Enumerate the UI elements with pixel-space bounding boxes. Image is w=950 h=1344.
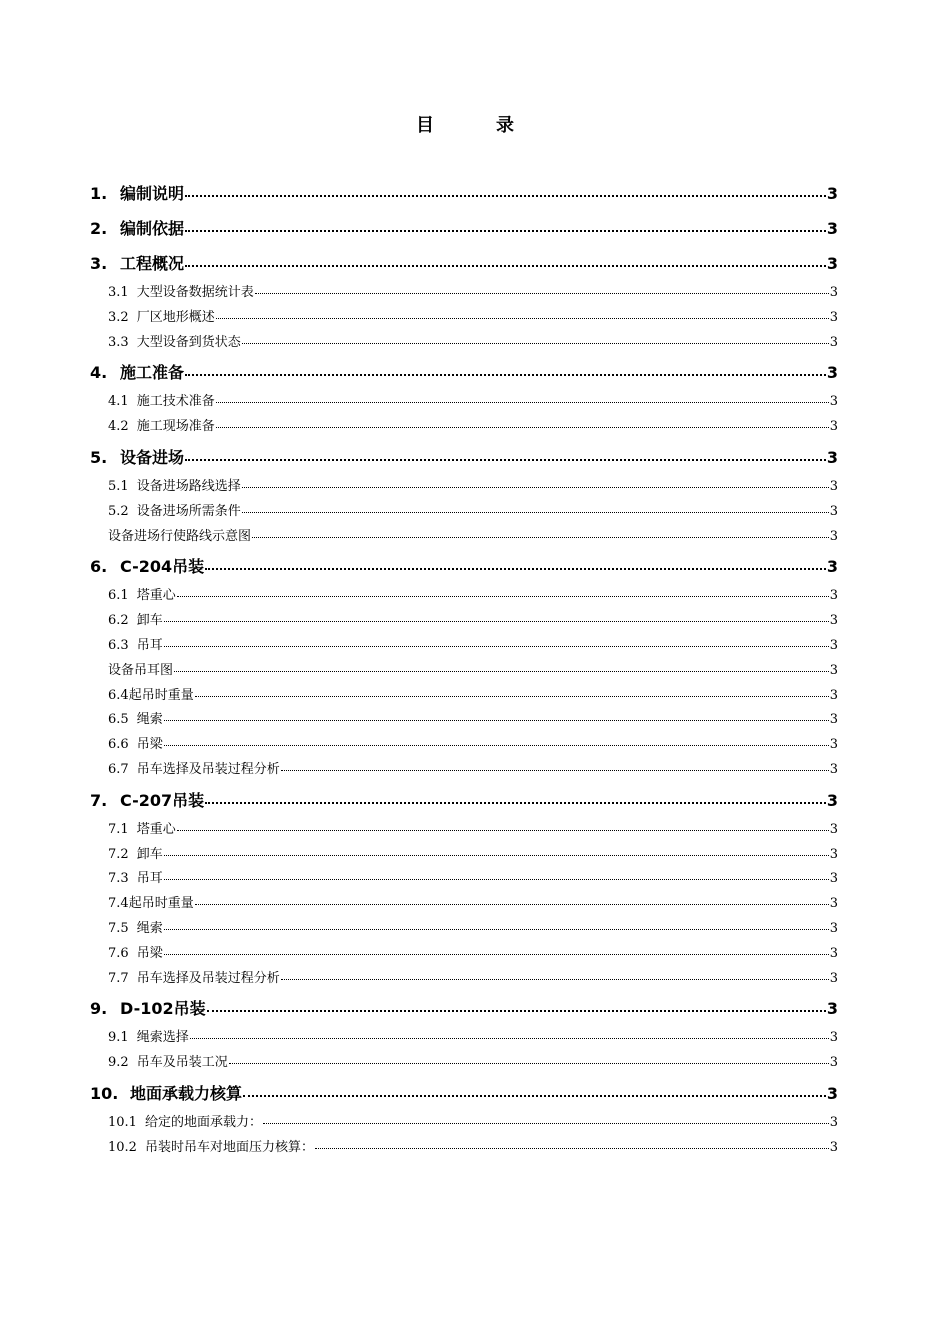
toc-leader-dots <box>174 671 829 672</box>
toc-entry-number: 4.1 <box>108 394 129 410</box>
toc-entry-title: 起吊时重量 <box>128 896 194 912</box>
toc-entry-chapter[interactable] <box>90 176 838 211</box>
toc-leader-dots <box>177 596 829 597</box>
toc-leader-dots <box>164 929 829 930</box>
toc-entry-section[interactable] <box>90 758 838 783</box>
toc-entry-number: 9.1 <box>108 1030 129 1046</box>
toc-entry-page-number: 3 <box>829 945 838 961</box>
toc-entry-title: 大型设备数据统计表 <box>136 285 254 300</box>
toc-leader-dots <box>205 568 826 570</box>
toc-entry-section[interactable] <box>90 942 838 967</box>
toc-entry-title: 绳索选择 <box>136 1030 189 1046</box>
toc-entry-title: 塔重心 <box>136 588 176 604</box>
toc-entry-section[interactable] <box>90 281 838 306</box>
toc-leader-dots <box>185 265 826 267</box>
toc-entry-title: 施工准备 <box>120 363 185 383</box>
toc-entry-page-number: 3 <box>829 920 838 936</box>
toc-entry-section[interactable] <box>90 1136 838 1161</box>
toc-entry-section[interactable] <box>90 634 838 659</box>
toc-entry-title: 起吊时重量 <box>128 687 194 703</box>
toc-entry-section[interactable] <box>90 331 838 356</box>
toc-entry-page-number: 3 <box>826 447 838 467</box>
toc-entry-page-number: 3 <box>829 1114 838 1130</box>
toc-leader-dots <box>164 720 829 721</box>
toc-entry-number: 5.2 <box>108 503 129 519</box>
toc-entry-number: 6.2 <box>108 613 129 629</box>
toc-entry-page-number: 3 <box>829 896 838 912</box>
toc-entry-title: 吊耳 <box>136 637 163 653</box>
toc-entry-number: 5. <box>90 447 108 467</box>
toc-entry-number: 7.5 <box>108 920 129 936</box>
toc-entry-chapter[interactable] <box>90 783 838 818</box>
toc-entry-page-number: 3 <box>826 219 838 238</box>
toc-entry-title: 施工现场准备 <box>136 419 215 435</box>
toc-entry-number: 3.3 <box>108 334 129 350</box>
toc-entry-chapter[interactable] <box>90 1076 838 1111</box>
toc-entry-title: 设备进场所需条件 <box>136 503 241 519</box>
toc-entry-section[interactable] <box>90 1051 838 1076</box>
toc-entry-title: 设备进场行使路线示意图 <box>108 528 252 544</box>
toc-entry-number: 6.3 <box>108 637 129 653</box>
toc-leader-dots <box>164 879 829 880</box>
toc-entry-section[interactable] <box>90 818 838 843</box>
toc-entry-number: 7.2 <box>108 846 129 862</box>
toc-entry-section[interactable] <box>90 659 838 684</box>
toc-entry-section[interactable] <box>90 1026 838 1051</box>
toc-leader-dots <box>205 802 826 804</box>
toc-leader-dots <box>255 293 829 294</box>
toc-entry-chapter[interactable] <box>90 991 838 1026</box>
toc-entry-page-number: 3 <box>826 254 838 273</box>
toc-entry-section[interactable] <box>90 733 838 758</box>
toc-entry-title: 吊耳 <box>136 871 163 887</box>
toc-leader-dots <box>195 696 829 697</box>
toc-entry-section[interactable] <box>90 708 838 733</box>
toc-entry-page-number: 3 <box>829 613 838 629</box>
toc-title-char-1: 目 <box>416 115 434 136</box>
toc-entry-page-number: 3 <box>829 662 838 678</box>
toc-leader-dots <box>281 979 829 980</box>
toc-entry-page-number: 3 <box>826 999 838 1019</box>
toc-entry-number: 7. <box>90 790 108 810</box>
toc-entry-page-number: 3 <box>826 790 838 810</box>
toc-entry-section[interactable] <box>90 584 838 609</box>
toc-entry-title: 厂区地形概述 <box>136 309 215 325</box>
toc-entry-number: 5.1 <box>108 478 129 494</box>
toc-entry-section[interactable] <box>90 843 838 868</box>
toc-entry-number: 1. <box>90 184 108 203</box>
toc-leader-dots <box>242 487 829 488</box>
toc-entry-number: 7.6 <box>108 945 129 961</box>
toc-entry-page-number: 3 <box>829 737 838 753</box>
toc-entry-page-number: 3 <box>829 970 838 986</box>
toc-entry-chapter[interactable] <box>90 211 838 246</box>
toc-entry-title: 绳索 <box>136 712 163 728</box>
toc-entry-title: 施工技术准备 <box>136 394 215 410</box>
toc-leader-dots <box>185 374 826 376</box>
toc-entry-page-number: 3 <box>829 503 838 519</box>
toc-entry-chapter[interactable] <box>90 440 838 475</box>
toc-entry-page-number: 3 <box>829 871 838 887</box>
toc-entry-page-number: 3 <box>829 846 838 862</box>
toc-entry-page-number: 3 <box>826 184 838 203</box>
toc-entry-title: 吊梁 <box>136 945 163 961</box>
toc-entry-title: C-207吊装 <box>120 790 205 810</box>
toc-entry-section[interactable] <box>90 475 838 500</box>
toc-entry-page-number: 3 <box>829 588 838 604</box>
toc-entry-title: C-204吊装 <box>120 557 205 577</box>
toc-entry-number: 7.1 <box>108 821 129 837</box>
toc-entry-title: 吊车选择及吊装过程分析 <box>136 761 280 777</box>
toc-entry-title: 绳索 <box>136 920 163 936</box>
toc-leader-dots <box>216 427 829 428</box>
toc-entry-section[interactable] <box>90 892 838 917</box>
toc-entry-title: 工程概况 <box>120 254 185 273</box>
toc-entry-page-number: 3 <box>829 637 838 653</box>
toc-entry-page-number: 3 <box>826 1083 838 1103</box>
toc-leader-dots <box>252 537 829 538</box>
toc-entry-number: 6. <box>90 557 108 577</box>
toc-entry-number: 10. <box>90 1083 119 1103</box>
toc-leader-dots <box>185 459 826 461</box>
toc-leader-dots <box>190 1038 829 1039</box>
toc-leader-dots <box>164 954 829 955</box>
toc-entry-title: 卸车 <box>136 846 163 862</box>
toc-entry-section[interactable] <box>90 1111 838 1136</box>
toc-entry-chapter[interactable] <box>90 549 838 584</box>
toc-entry-section[interactable] <box>90 917 838 942</box>
toc-entry-title: 编制依据 <box>120 219 185 238</box>
toc-entry-page-number: 3 <box>826 363 838 383</box>
toc-entry-title: 给定的地面承载力： <box>144 1114 262 1130</box>
toc-leader-dots <box>242 512 829 513</box>
toc-entry-number: 3.2 <box>108 309 129 325</box>
toc-leader-dots <box>216 402 829 403</box>
toc-leader-dots <box>164 621 829 622</box>
toc-entry-title: 设备吊耳图 <box>108 662 174 678</box>
toc-entry-page-number: 3 <box>829 687 838 703</box>
toc-entry-title: 设备进场 <box>120 447 185 467</box>
toc-leader-dots <box>195 904 829 905</box>
toc-entry-page-number: 3 <box>826 557 838 577</box>
toc-entry-page-number: 3 <box>829 309 838 325</box>
toc-title-char-2: 录 <box>496 115 514 136</box>
toc-entry-title: 大型设备到货状态 <box>136 334 241 350</box>
toc-leader-dots <box>207 1010 826 1012</box>
toc-entry-page-number: 3 <box>829 1030 838 1046</box>
toc-entry-number: 2. <box>90 219 108 238</box>
toc-leader-dots <box>281 770 829 771</box>
toc-entry-page-number: 3 <box>829 419 838 435</box>
toc-entry-chapter[interactable] <box>90 246 838 281</box>
toc-leader-dots <box>185 195 826 197</box>
toc-entry-page-number: 3 <box>829 478 838 494</box>
toc-entry-title: D-102吊装 <box>120 999 206 1019</box>
toc-leader-dots <box>229 1063 829 1064</box>
toc-entry-page-number: 3 <box>829 1139 838 1155</box>
toc-entry-number: 3. <box>90 254 108 273</box>
toc-entry-section[interactable] <box>90 500 838 525</box>
toc-entry-number: 10.2 <box>108 1139 137 1155</box>
toc-entry-number: 4.2 <box>108 419 129 435</box>
toc-leader-dots <box>263 1123 829 1124</box>
toc-entry-number: 3.1 <box>108 285 129 300</box>
toc-entry-page-number: 3 <box>829 528 838 544</box>
toc-list <box>90 176 838 1161</box>
toc-entry-number: 9.2 <box>108 1055 129 1071</box>
toc-leader-dots <box>242 343 829 344</box>
toc-entry-page-number: 3 <box>829 1055 838 1071</box>
toc-entry-number: 4. <box>90 363 108 383</box>
toc-entry-title: 塔重心 <box>136 821 176 837</box>
toc-leader-dots <box>216 318 829 319</box>
toc-entry-page-number: 3 <box>829 394 838 410</box>
toc-entry-section[interactable] <box>90 967 838 992</box>
toc-leader-dots <box>177 830 829 831</box>
toc-entry-page-number: 3 <box>829 761 838 777</box>
toc-entry-section[interactable] <box>90 415 838 440</box>
toc-entry-title: 编制说明 <box>120 184 185 203</box>
toc-entry-number: 6.1 <box>108 588 129 604</box>
toc-entry-page-number: 3 <box>829 712 838 728</box>
toc-entry-title: 地面承载力核算 <box>130 1083 243 1103</box>
toc-entry-section[interactable] <box>90 525 838 550</box>
toc-entry-page-number: 3 <box>829 285 838 300</box>
toc-entry-number: 7.7 <box>108 970 129 986</box>
toc-entry-number: 6.5 <box>108 712 129 728</box>
toc-entry-number: 6.7 <box>108 761 129 777</box>
toc-entry-number: 9. <box>90 999 108 1019</box>
toc-entry-number: 7.4 <box>108 896 129 912</box>
toc-entry-title: 吊装时吊车对地面压力核算： <box>144 1139 314 1155</box>
toc-leader-dots <box>315 1148 829 1149</box>
toc-leader-dots <box>164 855 829 856</box>
toc-entry-title: 设备进场路线选择 <box>136 478 241 494</box>
toc-entry-title: 吊车选择及吊装过程分析 <box>136 970 280 986</box>
toc-entry-chapter[interactable] <box>90 355 838 390</box>
toc-entry-section[interactable] <box>90 867 838 892</box>
toc-entry-section[interactable] <box>90 684 838 709</box>
toc-entry-title: 卸车 <box>136 613 163 629</box>
toc-leader-dots <box>243 1095 826 1097</box>
toc-entry-section[interactable] <box>90 306 838 331</box>
toc-entry-title: 吊车及吊装工况 <box>136 1055 228 1071</box>
toc-entry-number: 7.3 <box>108 871 129 887</box>
toc-leader-dots <box>164 646 829 647</box>
toc-entry-number: 6.4 <box>108 687 129 703</box>
toc-entry-section[interactable] <box>90 390 838 415</box>
toc-entry-section[interactable] <box>90 609 838 634</box>
toc-title <box>0 111 930 137</box>
toc-leader-dots <box>164 745 829 746</box>
toc-entry-number: 6.6 <box>108 737 129 753</box>
toc-entry-page-number: 3 <box>829 821 838 837</box>
toc-entry-number: 10.1 <box>108 1114 137 1130</box>
toc-entry-title: 吊梁 <box>136 737 163 753</box>
toc-entry-page-number: 3 <box>829 334 838 350</box>
toc-leader-dots <box>185 230 826 232</box>
